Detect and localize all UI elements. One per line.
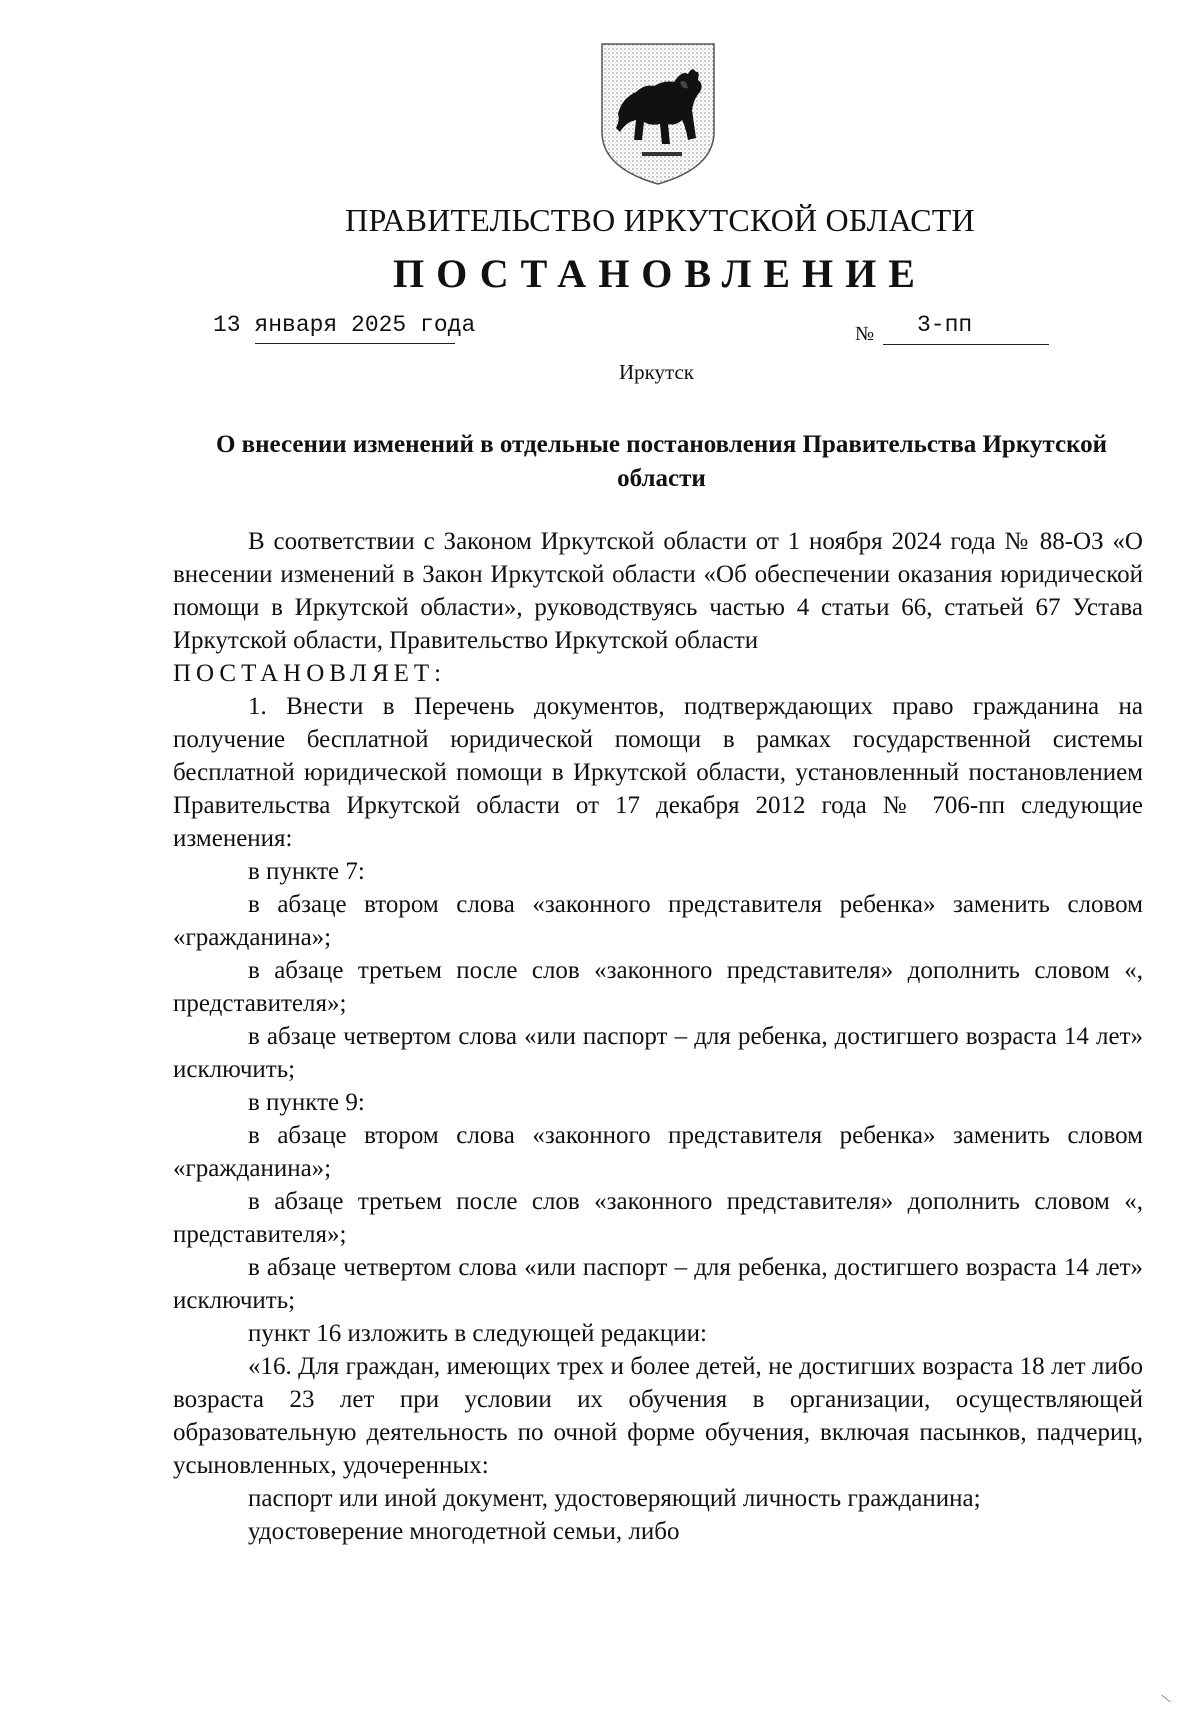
paragraph: 1. Внести в Перечень документов, подтверждающих право гражданина на получение бесплатной юридической помощи в рамках государственной системы бесплатной юридической помощи в Иркутской области, установленный постановлением Правительства Иркутской области от 17 декабря 2012 года № 706-пп следующие изменения: <box>173 693 1143 852</box>
paragraph: паспорт или иной документ, удостоверяющий личность гражданина; <box>248 1485 981 1512</box>
document-title: О внесении изменений в отдельные постановления Правительства Иркутской области <box>215 431 1108 492</box>
document-date: 13 января 2025 года <box>213 312 476 338</box>
page-corner-mark: / <box>1158 1693 1176 1704</box>
document-type: ПОСТАНОВЛЕНИЕ <box>393 251 927 296</box>
paragraph: в абзаце третьем после слов «законного представителя» дополнить словом «, представителя»; <box>173 957 1143 1017</box>
number-sign: № <box>855 323 875 345</box>
paragraph: в пункте 7: <box>248 858 365 885</box>
number-underline <box>883 344 1049 345</box>
coat-of-arms-icon <box>596 40 720 188</box>
preamble: В соответствии с Законом Иркутской области от 1 ноября 2024 года № 88-ОЗ «О внесении изменений в Закон Иркутской области «Об обеспечении оказания юридической помощи в Иркутской области», руководствуясь частью 4 статьи 66, статьей 67 Устава Иркутской области, Правительство Иркутской области <box>173 528 1143 654</box>
resolves-heading: ПОСТАНОВЛЯЕТ: <box>173 660 447 687</box>
date-underline <box>255 343 455 344</box>
document-city: Иркутск <box>618 360 695 384</box>
paragraph: пункт 16 изложить в следующей редакции: <box>248 1320 707 1347</box>
document-body <box>173 525 1143 1548</box>
paragraph: в абзаце четвертом слова «или паспорт – для ребенка, достигшего возраста 14 лет» исключить; <box>173 1254 1143 1314</box>
paragraph: в пункте 9: <box>248 1089 365 1116</box>
paragraph: в абзаце втором слова «законного представителя ребенка» заменить словом «гражданина»; <box>173 891 1143 951</box>
paragraph: «16. Для граждан, имеющих трех и более детей, не достигших возраста 18 лет либо возраста 23 лет при условии их обучения в организации, осуществляющей образовательную деятельность по очной форме обучения, включая пасынков, падчериц, усыновленных, удочеренных: <box>173 1353 1143 1479</box>
paragraph: удостоверение многодетной семьи, либо <box>248 1518 680 1545</box>
government-name: ПРАВИТЕЛЬСТВО ИРКУТСКОЙ ОБЛАСТИ <box>345 202 975 238</box>
document-number: 3-пп <box>917 312 973 338</box>
paragraph: в абзаце третьем после слов «законного представителя» дополнить словом «, представителя»; <box>173 1188 1143 1248</box>
paragraph: в абзаце втором слова «законного представителя ребенка» заменить словом «гражданина»; <box>173 1122 1143 1182</box>
paragraph: в абзаце четвертом слова «или паспорт – для ребенка, достигшего возраста 14 лет» исключить; <box>173 1023 1143 1083</box>
